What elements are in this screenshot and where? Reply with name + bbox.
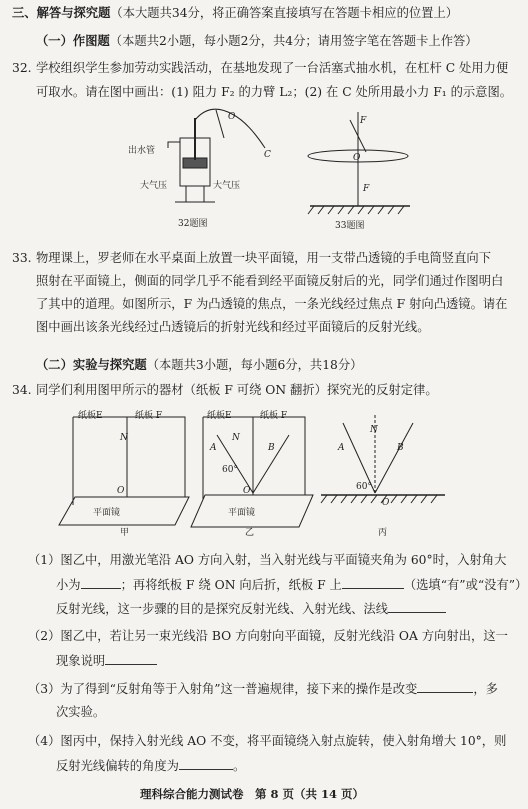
- q34-s1-line1: （1）图乙中，用激光笔沿 AO 方向入射，当入射光线与平面镜夹角为 60°时，入射角大: [28, 553, 507, 567]
- q33-text-line4: 图中画出该条光线经过凸透镜后的折射光线和经过平面镜后的反射光线。: [36, 320, 430, 334]
- answer-blank-2[interactable]: [342, 576, 404, 589]
- fig-c-b: B: [397, 443, 404, 453]
- point-c-label: C: [264, 150, 271, 160]
- q32-text-line1: 学校组织学生参加劳动实践活动，在基地发现了一台活塞式抽水机，在杠杆 C 处用力便: [36, 61, 509, 75]
- fig-c-angle: 60°: [356, 482, 372, 492]
- q33-text-line1: 物理课上，罗老师在水平桌面上放置一块平面镜，用一支带凸透镜的手电筒竖直向下: [36, 251, 491, 265]
- answer-blank-3[interactable]: [388, 600, 446, 613]
- answer-blank-6[interactable]: [179, 757, 233, 770]
- fig33-caption: 33题图: [335, 221, 365, 231]
- fig-c-a: A: [338, 443, 345, 453]
- part2-heading: （二）实验与探究题（本题共3小题，每小题6分，共18分）: [36, 357, 363, 372]
- fig-b-board-e: 纸板E: [207, 411, 232, 421]
- figure-a: [55, 405, 195, 530]
- answer-blank-1[interactable]: [81, 576, 121, 589]
- outlet-pipe-label: 出水管: [128, 146, 156, 156]
- page-footer: 理科综合能力测试卷 第 8 页（共 14 页）: [140, 787, 365, 801]
- fig-a-o: O: [117, 486, 125, 496]
- fig-b-mirror: 平面镜: [228, 508, 256, 518]
- lower-f-label: F: [363, 184, 370, 194]
- q34-s4-line2: 反射光线偏转的角度为 。: [56, 759, 246, 773]
- fig-c-n: N: [370, 425, 378, 435]
- section-heading: 三、解答与探究题（本大题共34分，将正确答案直接填写在答题卡相应的位置上）: [12, 5, 459, 20]
- q32-number: 32.: [12, 61, 32, 75]
- atm-right-label: 大气压: [213, 181, 241, 191]
- pivot-o-label: O: [228, 112, 236, 122]
- q34-s2-line1: （2）图乙中，若让另一束光线沿 BO 方向射向平面镜，反射光线沿 OA 方向射出，这一: [28, 629, 508, 643]
- q33-text-line3: 了其中的道理。如图所示，F 为凸透镜的焦点，一条光线经过焦点 F 射向凸透镜。请在: [36, 297, 508, 311]
- q34-s4-line1: （4）图丙中，保持入射光线 AO 不变，将平面镜绕入射点旋转，使入射角增大 10°，则: [28, 734, 507, 748]
- fig-a-mirror: 平面镜: [93, 508, 121, 518]
- q34-s2-line2: 现象说明: [56, 652, 157, 669]
- fig-b-n: N: [232, 433, 240, 443]
- answer-blank-4[interactable]: [105, 652, 157, 665]
- fig-b-b: B: [268, 443, 275, 453]
- fig-a-n: N: [120, 433, 128, 443]
- lens-o-label: O: [353, 153, 361, 163]
- fig-a-caption: 甲: [120, 528, 130, 538]
- fig-a-board-e: 纸板E: [78, 411, 103, 421]
- q34-s3-line1: （3）为了得到“反射角等于入射角”这一普遍规律，接下来的操作是改变 ，多: [28, 682, 498, 696]
- fig-b-angle: 60°: [222, 465, 238, 475]
- q33-number: 33.: [12, 251, 32, 265]
- fig32-caption: 32题图: [178, 219, 208, 229]
- q34-s1-line3: 反射光线，这一步骤的目的是探究反射光线、入射光线、法线: [56, 600, 446, 617]
- atm-left-label: 大气压: [140, 181, 168, 191]
- q34-s3-line2: 次实验。: [56, 705, 106, 719]
- fig-c-o: O: [382, 498, 390, 508]
- fig-b-caption: 乙: [245, 528, 255, 538]
- fig-a-board-f: 纸板 F: [135, 411, 163, 421]
- q34-s1-line2: 小为 ；再将纸板 F 绕 ON 向后折，纸板 F 上 （选填“有”或“没有”）: [56, 578, 528, 592]
- answer-blank-5[interactable]: [417, 680, 473, 693]
- q32-text-line2: 可取水。请在图中画出：(1) 阻力 F₂ 的力臂 L₂；(2) 在 C 处所用最小力 F₁ 的示意图。: [36, 85, 513, 99]
- pump-figure: [120, 108, 290, 228]
- part1-heading: （一）作图题（本题共2小题，每小题2分，共4分；请用签字笔在答题卡上作答）: [36, 33, 478, 48]
- figure-c: [315, 405, 455, 530]
- focus-f-label: F: [360, 116, 367, 126]
- fig-b-o: O: [243, 486, 251, 496]
- fig-b-board-f: 纸板 F: [260, 411, 288, 421]
- fig-b-a: A: [210, 443, 217, 453]
- q34-number: 34.: [12, 383, 32, 397]
- q33-text-line2: 照射在平面镜上，侧面的同学几乎不能看到经平面镜反射后的光，同学们通过作图明白: [36, 274, 504, 288]
- fig-c-caption: 丙: [378, 528, 388, 538]
- q34-intro: 同学们利用图甲所示的器材（纸板 F 可绕 ON 翻折）探究光的反射定律。: [36, 383, 438, 397]
